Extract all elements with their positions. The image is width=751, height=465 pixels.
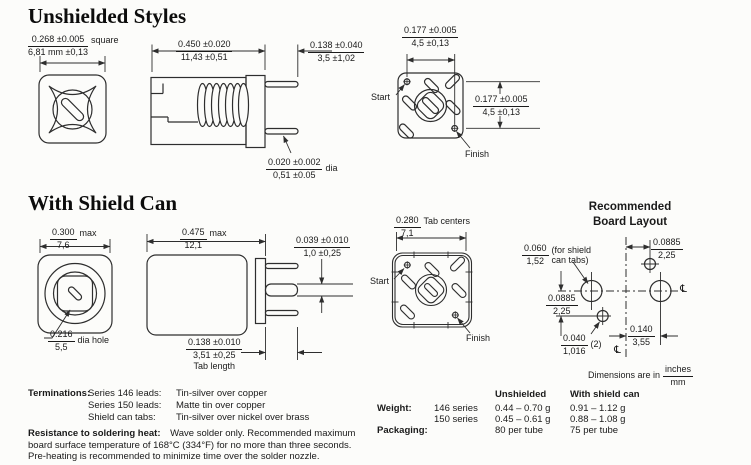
soldering-heat-line3: Pre-heating is recommended to minimize time over the solder nozzle. <box>28 451 320 462</box>
weight-label: Weight: <box>377 403 412 414</box>
dim-board-offset-x: $\frac{0.0885}{2,25}$ <box>653 237 681 260</box>
centerline-symbol-vertical: ℄ <box>614 344 621 356</box>
unshielded-front-view <box>39 56 106 143</box>
spec-weight-146-unshielded: 0.44 – 0.70 g <box>495 403 551 414</box>
start-label-shield: Start <box>370 276 390 286</box>
termination-row-name: Series 146 leads: <box>88 388 162 399</box>
dim-can-length: $\frac{0.475}{12,1}$ max <box>182 227 227 250</box>
terminations-label: Terminations: <box>28 388 91 399</box>
termination-row-name: Shield can tabs: <box>88 412 156 423</box>
dim-lead-diameter: $\frac{0.020 \pm 0.002}{0,51 \pm 0.05}$ dia <box>268 157 338 180</box>
termination-row-name: Series 150 leads: <box>88 400 162 411</box>
dim-body-width: $\frac{0.450 \pm 0.020}{11,43 \pm 0,51}$ <box>178 39 231 62</box>
centerline-symbol-horizontal: ℄ <box>680 283 687 295</box>
dim-lead-spacing-horizontal: $\frac{0.177 \pm 0.005}{4,5 \pm 0,13}$ <box>404 25 457 48</box>
dim-hole-diameter: $\frac{0.216}{5,5}$ dia hole <box>50 329 110 352</box>
dim-board-tab-spacing: $\frac{0.140}{3,55}$ <box>630 324 653 347</box>
dim-square-size: $\frac{0.268 \pm 0.005}{6,81 mm \pm 0,13}$ square <box>28 34 119 57</box>
start-label-unshielded: Start <box>371 92 391 102</box>
section-title-shield-can: With Shield Can <box>28 191 177 215</box>
spec-weight-150-unshielded: 0.45 – 0.61 g <box>495 414 551 425</box>
dim-lead-spacing-vertical: $\frac{0.177 \pm 0.005}{4,5 \pm 0,13}$ <box>475 94 528 117</box>
spec-col-header-shield: With shield can <box>570 388 640 400</box>
dim-board-tab-hole: $\frac{0.060}{1,52}$ (for shield can tabs) <box>524 243 592 266</box>
dim-board-offset-y: $\frac{0.0885}{2,25}$ <box>548 293 576 316</box>
spec-weight-150-shield: 0.88 – 1.08 g <box>570 414 626 425</box>
termination-row-value: Tin-silver over nickel over brass <box>176 412 310 423</box>
termination-row-value: Matte tin over copper <box>176 400 266 411</box>
shield-bottom-view <box>392 232 473 333</box>
dim-tab-thickness: $\frac{0.039 \pm 0.010}{1,0 \pm 0,25}$ <box>296 235 349 258</box>
packaging-label: Packaging: <box>377 424 428 436</box>
coil-winding <box>198 84 249 127</box>
spec-col-header-unshielded: Unshielded <box>495 388 547 400</box>
dim-tab-length: $\frac{0.138 \pm 0.010}{3,51 \pm 0,25}$ Tab length <box>188 337 241 371</box>
dim-can-width: $\frac{0.300}{7,6}$ max <box>52 227 97 250</box>
spec-packaging-unshielded: 80 per tube <box>495 424 544 436</box>
finish-label-unshielded: Finish <box>465 149 490 159</box>
spec-series-146: 146 series <box>434 403 478 414</box>
finish-label-shield: Finish <box>466 333 491 343</box>
dimension-units-note: Dimensions are in $\frac{\text{inches}}{mm}$ <box>588 364 692 387</box>
shield-front-view <box>38 239 112 338</box>
soldering-heat-line1: Resistance to soldering heat: Wave solder only. Recommended maximum <box>28 428 356 439</box>
board-layout-title: Recommended Board Layout <box>588 201 672 228</box>
dim-lead-length: $\frac{0.138 \pm 0.040}{3,5 \pm 1,02}$ <box>310 40 363 63</box>
soldering-heat-line2: board surface temperature of 168°C (334°F) for no more than three seconds. <box>28 439 352 451</box>
spec-packaging-shield: 75 per tube <box>570 424 619 436</box>
termination-row-value: Tin-silver over copper <box>176 388 267 399</box>
spec-series-150: 150 series <box>434 414 478 425</box>
section-title-unshielded: Unshielded Styles <box>28 4 187 28</box>
dim-tab-centers: $\frac{0.280}{7,1}$ Tab centers <box>396 215 471 238</box>
dim-board-lead-hole: $\frac{0.040}{1,016}$ (2) <box>563 333 602 356</box>
spec-weight-146-shield: 0.91 – 1.12 g <box>570 403 626 414</box>
